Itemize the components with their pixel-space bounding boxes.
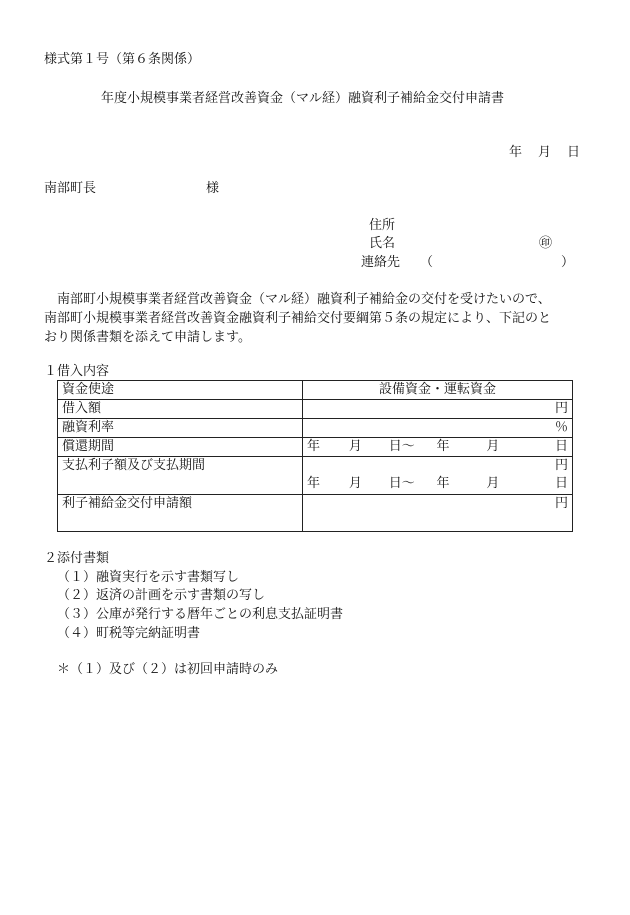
form-number: 様式第１号（第６条関係） [44,52,201,67]
period-year-to: 年 [436,439,450,454]
interest-day-to: 日 [554,476,568,491]
date-month-label: 月 [538,145,552,160]
seal-mark: ㊞ [539,236,553,251]
purpose-value: 設備資金・運転資金 [303,381,573,400]
rate-field: ％ [303,419,573,438]
purpose-label: 資金使途 [58,381,303,400]
contact-paren-close: ） [561,255,575,270]
rate-label: 融資利率 [58,419,303,438]
subsidy-field: 円 [303,495,573,532]
table-row [58,381,573,400]
interest-label: 支払利子額及び支払期間 [58,457,303,495]
section-1-heading: １借入内容 [44,364,110,379]
attachment-item-1: （１）融資実行を示す書類写し [57,570,240,585]
table-row [58,438,573,457]
table-row [58,419,573,438]
application-statement [44,290,584,347]
amount-label: 借入額 [58,400,303,419]
addressee-honorific: 様 [206,181,220,196]
statement-line-3: おり関係書類を添えて申請します。 [44,330,251,345]
statement-line-2: 南部町小規模事業者経営改善資金融資利子補給交付要綱第５条の規定により、下記のと [44,311,552,326]
attachment-item-4: （４）町税等完納証明書 [57,626,201,641]
addressee-name: 南部町長 [44,181,97,196]
interest-day-from: 日～ [388,476,415,491]
attachment-item-3: （３）公庫が発行する暦年ごとの利息支払証明書 [57,607,344,622]
table-row [58,495,573,532]
interest-field [303,457,573,495]
period-label: 償還期間 [58,438,303,457]
period-month-to: 月 [486,439,500,454]
loan-details-table [57,380,573,532]
period-month-from: 月 [348,439,362,454]
contact-paren-open: （ [420,255,434,270]
attachment-item-2: （２）返済の計画を示す書類の写し [57,588,266,603]
interest-month-from: 月 [348,476,362,491]
date-line [509,145,580,161]
address-label: 住所 [369,218,396,233]
period-day-from: 日～ [388,439,415,454]
document-title: 年度小規模事業者経営改善資金（マル経）融資利子補給金交付申請書 [101,91,505,106]
name-label: 氏名 [369,236,396,251]
period-field [303,438,573,457]
contact-label: 連絡先 [361,255,401,270]
table-row [58,400,573,419]
amount-field: 円 [303,400,573,419]
subsidy-label: 利子補給金交付申請額 [58,495,303,532]
date-day-label: 日 [567,145,581,160]
interest-year-to: 年 [436,476,450,491]
section-2-heading: ２添付書類 [44,551,110,566]
interest-year-from: 年 [307,476,321,491]
statement-line-1: 南部町小規模事業者経営改善資金（マル経）融資利子補給金の交付を受けたいので、 [57,292,551,307]
footnote: ＊（１）及び（２）は初回申請時のみ [57,662,279,677]
interest-unit: 円 [554,458,568,473]
interest-month-to: 月 [486,476,500,491]
period-year-from: 年 [307,439,321,454]
period-day-to: 日 [554,439,568,454]
table-row [58,457,573,495]
date-year-label: 年 [509,145,523,160]
